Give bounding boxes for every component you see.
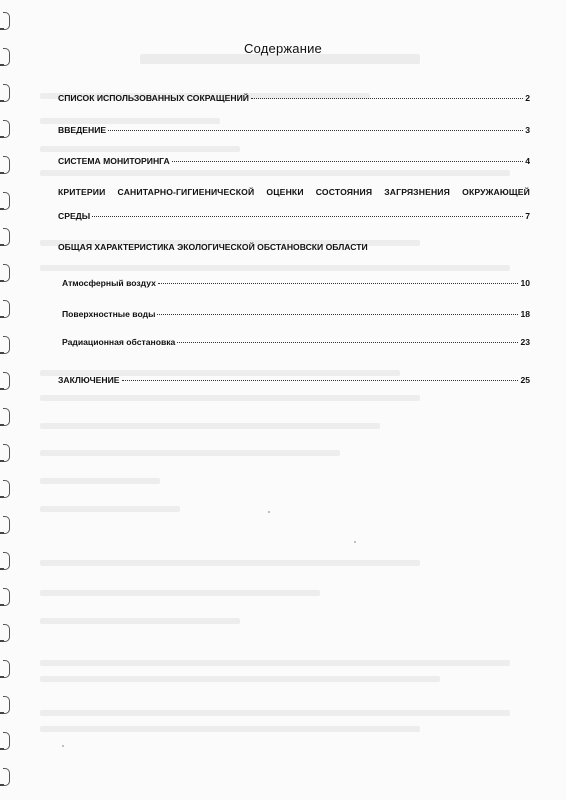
ghost-line (40, 450, 340, 456)
binding-ring-icon (3, 408, 10, 426)
binding-strip (0, 0, 18, 800)
scan-speck (268, 511, 270, 513)
toc-entry[interactable] (58, 155, 530, 167)
toc-entry[interactable] (58, 185, 530, 223)
ghost-line (40, 560, 420, 566)
ghost-line (40, 676, 440, 682)
toc-page-number: 10 (520, 278, 530, 288)
ghost-line (40, 506, 180, 512)
binding-ring-icon (3, 768, 10, 786)
toc-leader-dots (251, 98, 523, 99)
ghost-line (40, 478, 160, 484)
binding-ring-icon (3, 300, 10, 318)
toc-page-number: 3 (525, 125, 530, 135)
binding-ring-icon (3, 120, 10, 138)
ghost-line (40, 660, 510, 666)
binding-ring-icon (3, 372, 10, 390)
ghost-line (40, 265, 510, 271)
toc-leader-dots (122, 380, 519, 381)
toc-entry-label: Атмосферный воздух (62, 278, 156, 288)
ghost-line (40, 395, 420, 401)
toc-leader-dots (92, 216, 523, 217)
toc-entry-label: ЗАКЛЮЧЕНИЕ (58, 375, 120, 385)
toc-entry[interactable] (58, 374, 530, 386)
binding-ring-icon (3, 588, 10, 606)
toc-page-number: 25 (520, 375, 530, 385)
toc-entry-label: КРИТЕРИИ САНИТАРНО-ГИГИЕНИЧЕСКОЙ ОЦЕНКИ СОСТОЯНИЯ ЗАГРЯЗНЕНИЯ ОКРУЖАЮЩЕЙ (58, 187, 530, 197)
toc-page-number: 4 (525, 156, 530, 166)
binding-ring-icon (3, 84, 10, 102)
ghost-line (40, 726, 420, 732)
toc-page-number: 2 (525, 93, 530, 103)
ghost-line (40, 590, 320, 596)
toc-section-heading[interactable]: ОБЩАЯ ХАРАКТЕРИСТИКА ЭКОЛОГИЧЕСКОЙ ОБСТАНОВСКИ ОБЛАСТИ (58, 242, 368, 252)
toc-entry-label: СИСТЕМА МОНИТОРИНГА (58, 156, 170, 166)
toc-page-number: 23 (520, 337, 530, 347)
scan-speck (354, 541, 356, 543)
scan-speck (62, 745, 64, 747)
toc-page-number: 7 (525, 211, 530, 221)
binding-ring-icon (3, 732, 10, 750)
toc-entry-label-continued: СРЕДЫ (58, 211, 91, 221)
binding-ring-icon (3, 12, 10, 30)
toc-leader-dots (157, 314, 518, 315)
binding-ring-icon (3, 696, 10, 714)
ghost-line (40, 618, 240, 624)
binding-ring-icon (3, 156, 10, 174)
toc-entry-label: СПИСОК ИСПОЛЬЗОВАННЫХ СОКРАЩЕНИЙ (58, 93, 249, 103)
ghost-line (40, 170, 510, 176)
binding-ring-icon (3, 264, 10, 282)
toc-entry[interactable] (58, 92, 530, 104)
toc-page-number: 18 (520, 309, 530, 319)
binding-ring-icon (3, 336, 10, 354)
toc-entry[interactable] (58, 124, 530, 136)
ghost-line (40, 146, 240, 152)
ghost-line (40, 710, 510, 716)
page-title: Содержание (244, 41, 322, 56)
toc-entry-label: Радиационная обстановка (62, 337, 176, 347)
binding-ring-icon (3, 552, 10, 570)
toc-entry-label: Поверхностные воды (62, 309, 156, 319)
binding-ring-icon (3, 228, 10, 246)
toc-entry[interactable] (62, 336, 530, 348)
ghost-line (40, 423, 380, 429)
binding-ring-icon (3, 480, 10, 498)
binding-ring-icon (3, 444, 10, 462)
toc-leader-dots (158, 283, 519, 284)
toc-leader-dots (108, 130, 523, 131)
binding-ring-icon (3, 192, 10, 210)
toc-leader-dots (177, 342, 518, 343)
binding-ring-icon (3, 660, 10, 678)
toc-leader-dots (172, 161, 524, 162)
toc-entry-label: ВВЕДЕНИЕ (58, 125, 107, 135)
binding-ring-icon (3, 624, 10, 642)
toc-entry[interactable] (62, 277, 530, 289)
toc-entry[interactable] (62, 308, 530, 320)
binding-ring-icon (3, 516, 10, 534)
